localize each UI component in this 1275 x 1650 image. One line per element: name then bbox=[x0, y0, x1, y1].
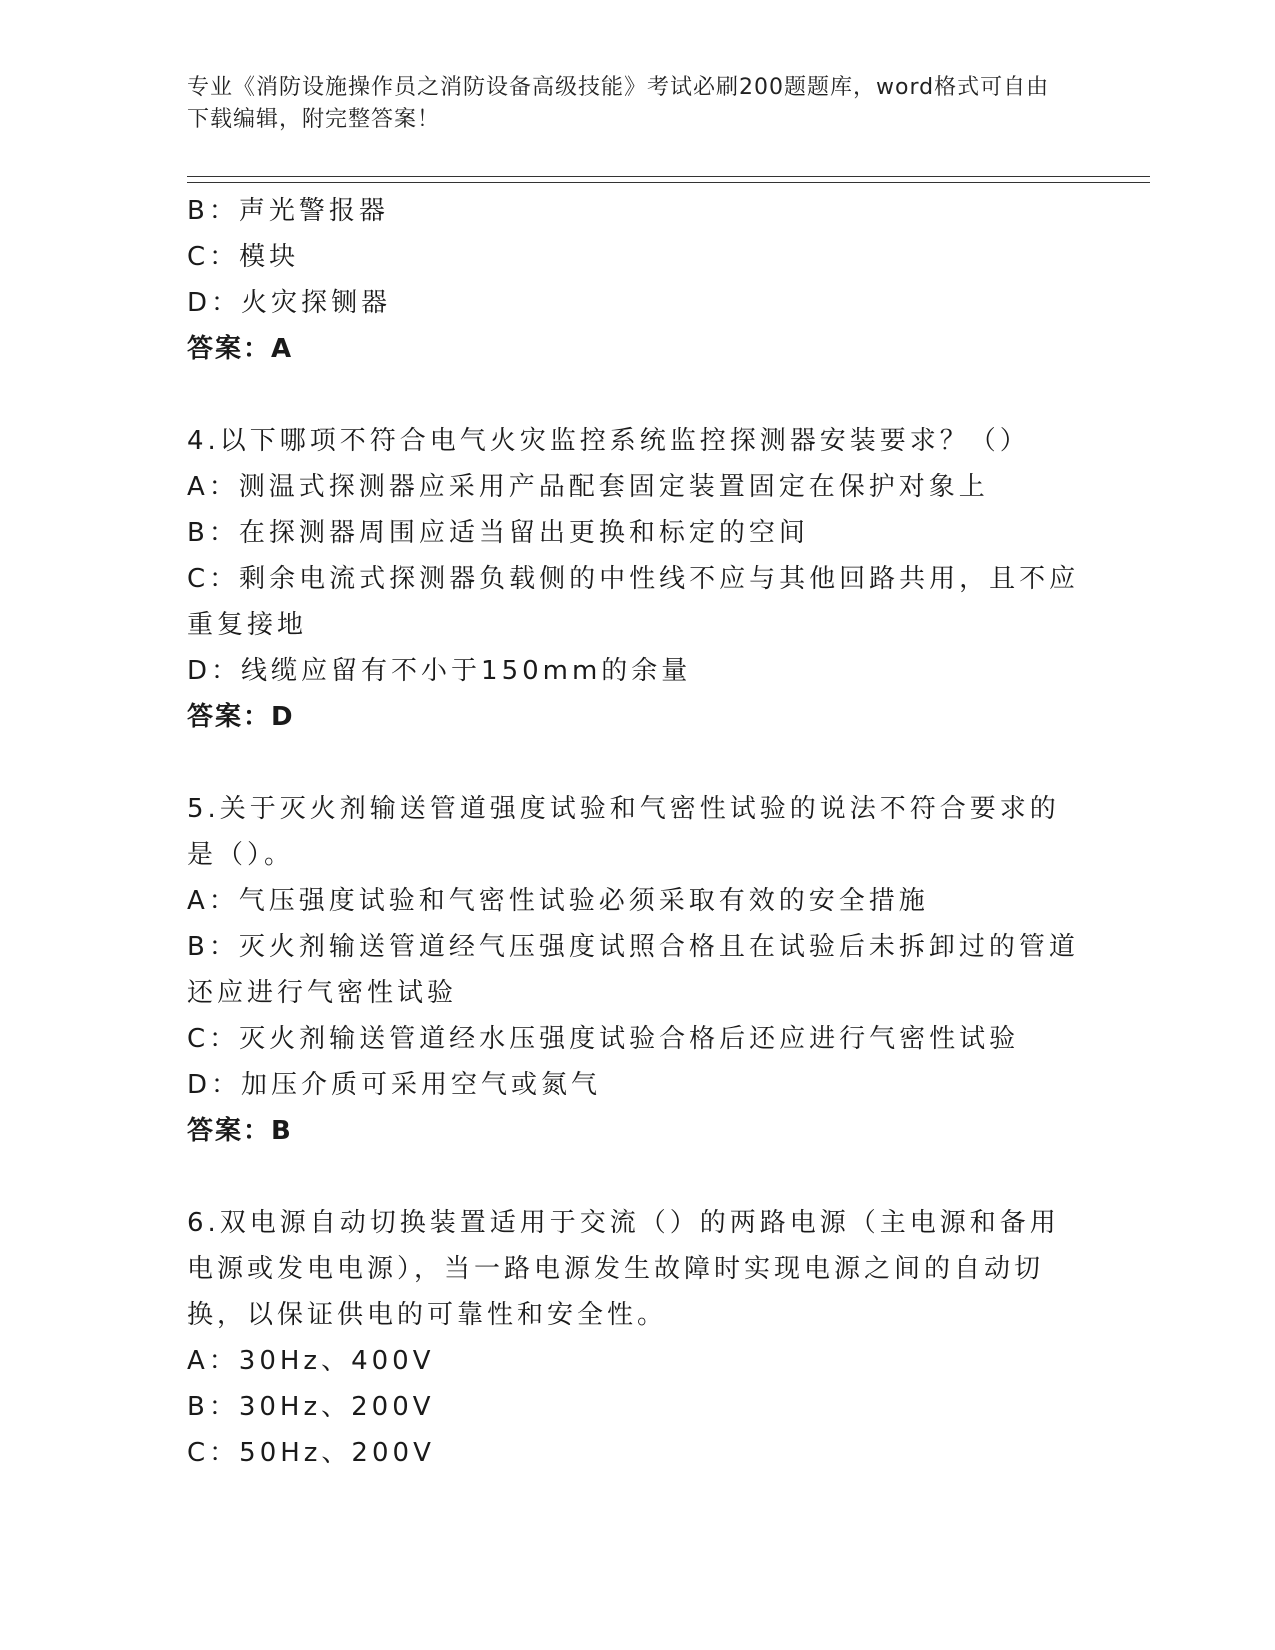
q4-stem: 4.以下哪项不符合电气火灾监控系统监控探测器安装要求？（） bbox=[187, 426, 1030, 456]
q5-stem: 5.关于灭火剂输送管道强度试验和气密性试验的说法不符合要求的是（）。 bbox=[187, 794, 1060, 870]
q4-option-c: C：剩余电流式探测器负载侧的中性线不应与其他回路共用，且不应重复接地 bbox=[187, 564, 1080, 640]
question-4 bbox=[187, 418, 1087, 740]
page-header bbox=[187, 72, 1067, 136]
q5-option-d: D：加压介质可采用空气或氮气 bbox=[187, 1070, 602, 1100]
question-5 bbox=[187, 786, 1087, 1154]
spacer bbox=[187, 1154, 1087, 1200]
header-text: 专业《消防设施操作员之消防设备高级技能》考试必刷200题题库，word格式可自由下载编辑，附完整答案！ bbox=[187, 75, 1050, 132]
q3-option-c: C：模块 bbox=[187, 242, 300, 272]
q6-option-c: C：50Hz、200V bbox=[187, 1438, 435, 1468]
q3-answer: 答案：A bbox=[187, 334, 294, 364]
q5-option-b: B：灭火剂输送管道经气压强度试照合格且在试验后未拆卸过的管道还应进行气密性试验 bbox=[187, 932, 1079, 1008]
spacer bbox=[187, 740, 1087, 786]
spacer bbox=[187, 372, 1087, 418]
q6-option-a: A：30Hz、400V bbox=[187, 1346, 435, 1376]
q4-option-b: B：在探测器周围应适当留出更换和标定的空间 bbox=[187, 518, 809, 548]
q4-option-a: A：测温式探测器应采用产品配套固定装置固定在保护对象上 bbox=[187, 472, 989, 502]
q3-option-b: B：声光警报器 bbox=[187, 196, 389, 226]
q6-option-b: B：30Hz、200V bbox=[187, 1392, 435, 1422]
question-3-tail bbox=[187, 188, 1087, 372]
q5-answer: 答案：B bbox=[187, 1116, 293, 1146]
q6-stem: 6.双电源自动切换装置适用于交流（）的两路电源（主电源和备用电源或发电电源），当一路电源发生故障时实现电源之间的自动切换，以保证供电的可靠性和安全性。 bbox=[187, 1208, 1060, 1330]
question-6 bbox=[187, 1200, 1087, 1476]
q3-option-d: D：火灾探铡器 bbox=[187, 288, 392, 318]
q4-option-d: D：线缆应留有不小于150mm的余量 bbox=[187, 656, 692, 686]
q4-answer: 答案：D bbox=[187, 702, 295, 732]
q5-option-a: A：气压强度试验和气密性试验必须采取有效的安全措施 bbox=[187, 886, 929, 916]
header-divider bbox=[187, 176, 1150, 183]
q5-option-c: C：灭火剂输送管道经水压强度试验合格后还应进行气密性试验 bbox=[187, 1024, 1020, 1054]
question-list bbox=[187, 188, 1087, 1476]
